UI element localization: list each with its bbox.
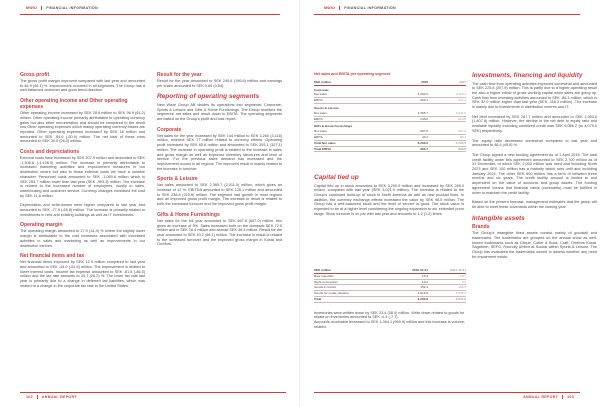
page-number: 103 (567, 394, 574, 399)
footer-rule (20, 392, 286, 393)
inventory-notes (314, 311, 466, 330)
text-column-3 (314, 174, 464, 221)
subheading: Gifts & Home Furnishings (157, 211, 220, 218)
row-label: Goods in transit (314, 285, 336, 290)
table-row (314, 117, 466, 123)
value-prior: 2017-12-31 (450, 268, 466, 272)
row-label: Total Net sales (314, 140, 336, 145)
page-header (26, 6, 98, 10)
value-prior: 2017 (459, 79, 466, 84)
row-label: Net sales (314, 129, 327, 134)
right-page (300, 0, 600, 407)
row-label: Work-in-progress (314, 279, 338, 284)
paragraph: Net debt increased by SEK 287.7 million and amounted to SEK 1,993.6 (1,807.8) million. However, the decline in the net debt to equity ratio and available liquidity including unutilized credit was SEK 6,066.2 (to 4,079.0 SEK) respectively. (472, 114, 597, 133)
paragraph: Net sales amounted to SEK 2,365.7 (2,011.0) million, which gives an increase of 12 %. EBITDA amounted to SEK 128.1 million and amounted to SEK 238.8 (210.6) million. The segment had growth in most regions and an improved gross profit margin. The increase in result is related to both the increased turnover and the improved gross profit margin. (157, 183, 282, 207)
row-label: SEK million (314, 268, 332, 272)
subheading: Corporate (157, 126, 182, 133)
value-current: 6,293.6 (417, 140, 428, 145)
value-current: 2018 (421, 79, 428, 84)
value-current: 3,290.9 (417, 296, 428, 301)
header-rule (314, 14, 580, 15)
row-label: EBITA (314, 134, 323, 139)
value-prior: 603.8 (458, 146, 466, 151)
value-current: 15.3 (421, 273, 428, 278)
header-brand: MWID (26, 6, 38, 10)
table-title: Net sales and EBITA per operating segment (314, 72, 391, 76)
value-prior: 607.0 (458, 129, 466, 134)
paragraph: New Wave Group AB divides its operations into segments: Corporate, Sports & Leisure and Gifts & Home Furnishings. The Group monitors the segments' net sales and result down to EBITA. The operating segments are based on the Group's profit and loss report. (157, 102, 282, 122)
footer-separator (37, 395, 38, 399)
paragraph: Net sales for the year increased by SEK 144 million to SEK 3,260 (3,116) million, whereof SEK 77 million related to currency effects. Operating profit increased by SEK 65.8 million and amounted to SEK 393.1 (327.1) million. The increase in operating profit is related to the increase in sales and gross margin as well as improved inventory structures and level of service. For the previous sales demand has increased and the improvement occurs in all regions. The improved result is mainly related to the increase in turnover. (157, 133, 282, 171)
page-footer (26, 395, 77, 399)
paragraph: The equity ratio decreased somewhat compared to last year and amounted to 48.4 (49.6) %. (472, 138, 597, 148)
section-heading: Capital tied up (314, 174, 359, 181)
paragraph: Net financial items improved by SEK 12.0 million compared to last year and amounted to SEK -44.0 (-51.6) million. The improvement is related to lower interest costs. Income tax expense amounted to SEK -61.8 (-86.5) million and the tax rate amounts to 19.7 (26.2) %. The lower tax rate last year is primarily due to a change in deferred tax liabilities, which was related to a change in the corporate tax rate in the United States. (20, 260, 145, 288)
row-label: Total EBITA (314, 146, 332, 151)
value-prior: 2,011.0 (455, 110, 466, 115)
value-current: 2,365.7 (417, 110, 428, 115)
value-prior: 153.3 (458, 285, 466, 290)
section-heading: Investments, financing and liquidity (472, 72, 583, 79)
paragraph: The Group signed a new funding agreement as of 1 April 2018. The total credit facility under this agreement amounted to SEK 2,700 million as of 31 December, of which SEK 2,000 million was used and including North 2023 and SEK 100 million has a maturity which runs until and including January 2024. The other SEK 600 million has a term of between three months and six years. The credit facility amount is limited to and dependent on the value of accounts and group assets. The funding agreement means that financial ratios (covenants) must be fulfilled in order to maintain the credit facility. (472, 152, 597, 195)
value-current: 2018-12-31 (412, 268, 428, 272)
page-footer (523, 395, 574, 399)
text-column-1 (20, 72, 145, 294)
value-current: 2,916.6 (417, 291, 428, 296)
text-column-4 (472, 72, 597, 264)
segment-name: Sports & Leisure (314, 105, 339, 110)
row-label: Total (314, 296, 322, 301)
table-header-row (314, 80, 466, 86)
value-prior: 9.7 (461, 279, 466, 284)
page-number: 102 (26, 394, 33, 399)
header-separator (41, 6, 42, 10)
row-label: Raw materials (314, 273, 334, 278)
value-current: 10.3 (421, 279, 428, 284)
paragraph: The operating margin amounted to 17.9 (14.4) % where the slightly lower margin is attributable to the cost increases associated with increased activities in sales and marketing as well as improvements in our distribution centres. (20, 229, 145, 248)
header-section: FINANCIAL INFORMATION (46, 6, 98, 10)
value-current: 393.1 (420, 98, 428, 103)
paragraph: Result for the year amounted to SEK 246.6 (196.6) million and earnings per share amounted to SEK 0.66 (0.54). (157, 79, 282, 88)
value-prior: 3,021.9 (455, 296, 466, 301)
row-label: Net sales (314, 110, 327, 115)
footer-separator (562, 395, 563, 399)
paragraph: The cash flow from operating activities improved somewhat and amounted to SEK 225.8 (207.9) million. This is partly due to a higher operating result but also a higher inflow of gross working capital when sales are going up. Cash flow from investing activities amounted to SEK -86.3 million, which is SEK 32.0 million higher than last year (SEK -118.3 million). The increase is mainly due to investments in distribution centres and IT. (472, 81, 597, 110)
paragraph: Other operating income increased by SEK 28.6 million to SEK 96.9 (61.2) million. Other operating income primarily attributable to operating currency gains but also other remuneration and should be compared to the result row Other operating expenses which mainly operating currency losses are reported. Other operating expenses increased by SEK 18 million and amounted to SEK -64.6 (-50.9) million. The net total of these rows amounted to SEK 30.0 (26.0) million. (20, 111, 145, 144)
row-label: EBITA (314, 116, 323, 121)
paragraph: Depreciation and write-downs were higher compared to last year and amounted to SEK -77.9 (-65.8) million. The increase is primarily related to investments in new and existing buildings as well as IT investments. (20, 203, 145, 217)
value-prior: 2,635.3 (455, 291, 466, 296)
total-row (314, 297, 466, 303)
value-current: 238.8 (420, 116, 428, 121)
footer-label: ANNUAL REPORT (523, 394, 559, 399)
row-label: EBITA (314, 98, 323, 103)
paragraph: Accounts receivable increased to SEK 1,064.1 (969.9) million and this increase is volume-related. (314, 320, 466, 329)
subheading: Costs and depreciations (20, 149, 80, 156)
row-label: Goods for resale (stocks) (314, 291, 349, 296)
footer-label: ANNUAL REPORT (41, 394, 77, 399)
segment-name: Corporate (314, 87, 329, 92)
section-heading: Reporting of operating segments (157, 93, 260, 101)
paragraph: Net sales for the full year amounted to SEK 667.8 (607.0) million, this gives an increase of 9%. Sales increased both on the domestic SEK 72.5 million and in SEK 16.4 million and abroad SEK 36.4 million. Result for the year amounted to SEK 43.2 (66.1) million. The increase in result is related to the increased turnover and the improved gross margin in Kosta and Orrefors. (157, 218, 282, 247)
text-column-2 (157, 72, 282, 252)
subheading: Operating margin (20, 222, 63, 229)
paragraph: Capital tied up in stock amounted to SEK 3,290.9 million and increased by SEK 269.0 million, compared with last year (SEK 3,021.9 million). The increase is related to the Group's continued build-up of stock in North America as well as new product lines. In addition, the currency exchange effects increased the value by SEK 98.5 million. The Group has a well-balanced stock and the level of service is good. The stock value is expected to be at a higher level considering the ongoing expansion to our extended prom range. Stock turnover is on par with last year and amounts to 1.2 (1.2) times. (314, 183, 464, 216)
subheading: Other operating income and Other operating expenses (20, 98, 128, 111)
subheading: Sports & Leisure (157, 176, 198, 183)
value-current: 683.7 (420, 146, 428, 151)
value-prior: 66.1 (459, 134, 466, 139)
segment-name: Gifts & Home Furnishings (314, 124, 353, 129)
value-prior: 3,116.4 (455, 92, 466, 97)
paragraph: External costs have increased by SEK 207.9 million and amounted to SEK -1,306.6 (-1,128.0) million. The increase is primarily attributable to increased marketing activities and improvement measures in our distribution centre but also to those external costs we have a variable character. Personnel costs amounted to SEK -1,069.6 million which is SEK 253.7 million lower than last year (SEK -993.3) million. The increase is related to the increased number of employees, mostly in sales, warehousing and customer service. Currency changes increased the cost by SEK 11.6 million. (20, 156, 145, 198)
value-prior: 13.7 (459, 273, 466, 278)
subheading: Net financial items and tax (20, 253, 85, 260)
paragraph: Based on the present forecast, management estimates that the group will be able to meet these covenants within the coming year. (472, 200, 597, 209)
paragraph: The gross profit margin improved compared with last year and amounted to 46.9 (46.1) %. Improvement occurred in all segments. The Group has a well-balanced customer and good trend direction. (20, 79, 145, 93)
value-current: 152.4 (420, 285, 428, 290)
row-label: SEK million (314, 79, 332, 84)
paragraph: The Group's intangible fixed assets consist mainly of goodwill and trademarks. The trademarks are grouped on the annual show as well-known trademarks such as Clique, Cutter & Buck, Craft, Orrefors Kosta, Sagaform, SEFG, Roundly Umbro at Sockar within Sports & Leisure. The Group has evaluated the trademarks owned to assess whether any need for impairment exists. (472, 231, 597, 259)
page-header (324, 6, 396, 10)
footer-rule (314, 392, 580, 393)
subheading: Brands (472, 224, 490, 231)
total-row (314, 147, 466, 153)
section-heading: Intangible assets (472, 214, 525, 222)
subheading: Result for the year (157, 72, 202, 78)
value-current: 43.2 (421, 134, 428, 139)
segment-table (314, 72, 466, 152)
value-prior: 210.6 (458, 116, 466, 121)
header-separator (339, 6, 340, 10)
value-prior: 5,734.4 (455, 140, 466, 145)
header-brand: MWID (324, 6, 336, 10)
paragraph: Inventories were written down by SEK 23.4 (38.0) million. Write-down related to goods for resale on inventories amounted to SEK -0.4 (-7.7). (314, 310, 465, 320)
value-prior: 327.1 (458, 98, 466, 103)
inventory-table (314, 268, 466, 330)
header-rule (20, 14, 280, 15)
table-row (314, 98, 466, 104)
header-section: FINANCIAL INFORMATION (344, 6, 396, 10)
value-current: 3,260.2 (417, 92, 428, 97)
subheading: Gross profit (20, 72, 50, 78)
value-current: 667.8 (420, 129, 428, 134)
row-label: Net sales (314, 92, 327, 97)
